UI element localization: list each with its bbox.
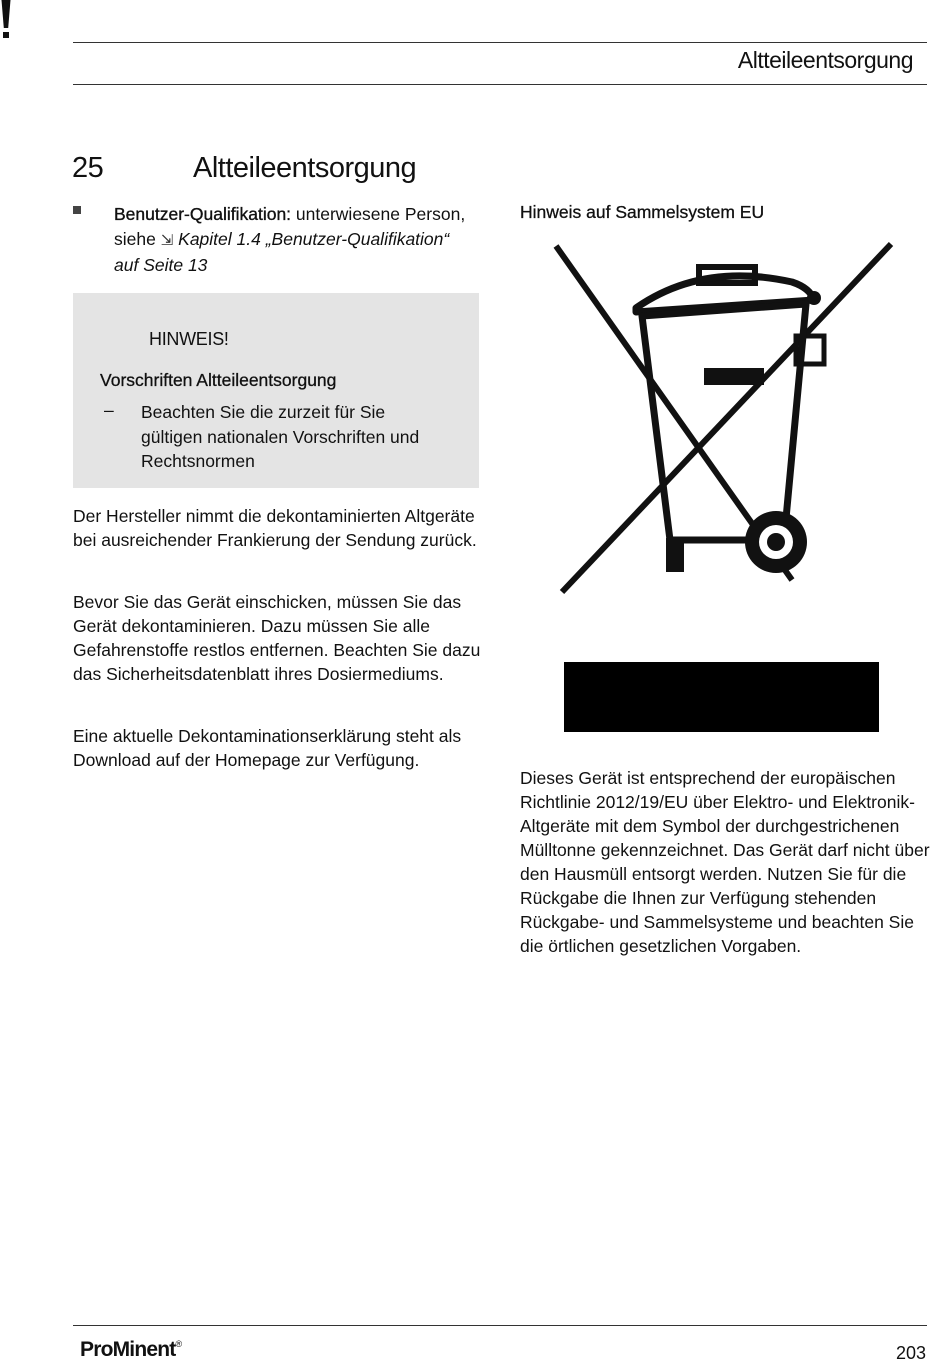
notice-heading: Vorschriften Altteileentsorgung: [100, 370, 337, 390]
qualification-text: unterwiesene Person, siehe: [114, 204, 466, 249]
paragraph-download: Eine aktuelle Dekontaminationserklärung steht als Download auf der Homepage zur Verfügung.: [73, 726, 462, 770]
paragraph-return: Der Hersteller nimmt die dekontaminierten Altgeräte bei ausreichender Frankierung der Sendung zurück.: [73, 506, 477, 550]
chapter-number: 25: [72, 152, 104, 184]
notice-item: Beachten Sie die zurzeit für Sie gültigen nationalen Vorschriften und Rechtsnormen: [141, 402, 420, 471]
eu-section-heading: Hinweis auf Sammelsystem EU: [520, 202, 765, 222]
registered-mark: ®: [175, 1339, 182, 1349]
notice-title: HINWEIS!: [149, 329, 229, 349]
qualification-reference-link[interactable]: Kapitel 1.4 „Benutzer-Qualifikation“ auf Seite 13: [114, 228, 450, 275]
logo-text: ProMinent: [80, 1338, 176, 1361]
prominent-logo: [80, 1338, 181, 1362]
qualification-item: [73, 202, 473, 278]
paragraph-decontamination: Bevor Sie das Gerät einschicken, müssen Sie das Gerät dekontaminieren. Dazu müssen Sie alle Gefahrenstoffe restlos entfernen. Beachten Sie dazu das Sicherheitsdatenblatt ihres Dosiermediums.: [73, 592, 481, 684]
chapter-title: Altteileentsorgung: [193, 152, 417, 184]
page-number: 203: [895, 1343, 926, 1363]
qualification-label: Benutzer-Qualifikation:: [114, 204, 292, 224]
footer-rule: [73, 1325, 927, 1326]
crossed-out-wheelie-bin-icon: [552, 240, 897, 740]
header-title: Altteileentsorgung: [737, 47, 913, 73]
header-rule-top: [73, 42, 927, 43]
notice-dash: –: [104, 400, 114, 420]
eu-section-text: Dieses Gerät ist entsprechend der europäischen Richtlinie 2012/19/EU über Elektro- und Elektronik-Altgeräte mit dem Symbol der durchgestrichenen Mülltonne gekennzeichnet. Das Gerät darf nicht über den Hausmüll entsorgt werden. Nutzen Sie für die Rückgabe die Ihnen zur Verfügung stehenden Rückgabe- und Sammelsysteme und beachten Sie die örtlichen gesetzlichen Vorgaben.: [520, 768, 930, 956]
header-rule-bottom: [73, 84, 927, 85]
exclamation-icon: [0, 0, 12, 40]
reference-arrow-icon: ⇲: [160, 231, 174, 249]
square-bullet-icon: [73, 206, 81, 214]
